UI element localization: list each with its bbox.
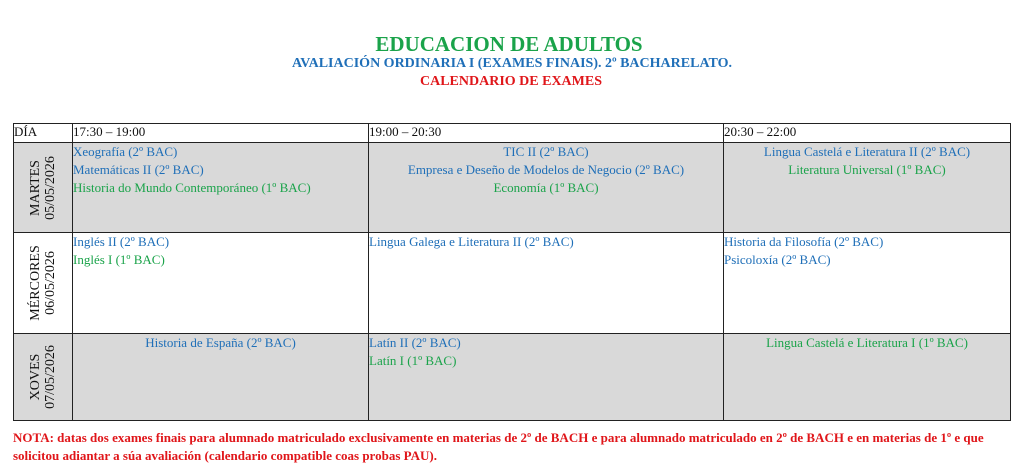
exam-cell	[73, 334, 369, 421]
exam-cell	[369, 143, 724, 233]
exam-cell	[724, 143, 1011, 233]
exam-cell	[73, 233, 369, 334]
table-row	[14, 143, 1011, 233]
day-cell	[14, 143, 73, 233]
table-row	[14, 334, 1011, 421]
exam-cell	[724, 233, 1011, 334]
exam-subject: Latín I (1º BAC)	[369, 353, 457, 368]
exam-cell	[73, 143, 369, 233]
column-header-slot-1: 17:30 – 19:00	[73, 124, 369, 143]
exam-subject: Psicoloxía (2º BAC)	[724, 252, 831, 267]
exam-subject: Matemáticas II (2º BAC)	[73, 162, 204, 177]
exam-subject: Lingua Castelá e Literatura II (2º BAC)	[763, 144, 971, 159]
exam-subject: Historia da Filosofía (2º BAC)	[724, 234, 884, 249]
calendar-title: CALENDARIO DE EXAMES	[419, 74, 603, 89]
day-name: MARTES	[28, 159, 43, 216]
document-header	[0, 33, 1024, 91]
day-cell	[14, 233, 73, 334]
day-date: 07/05/2026	[43, 345, 58, 409]
column-header-day: DÍA	[14, 124, 73, 143]
exam-cell	[724, 334, 1011, 421]
column-header-slot-3: 20:30 – 22:00	[724, 124, 1011, 143]
column-header-slot-2: 19:00 – 20:30	[369, 124, 724, 143]
exam-subject: Economía (1º BAC)	[493, 180, 599, 195]
exam-subject: Literatura Universal (1º BAC)	[788, 162, 946, 177]
exam-subject: Empresa e Deseño de Modelos de Negocio (2º BAC)	[407, 162, 685, 177]
header-row	[14, 124, 1011, 143]
document-title: EDUCACION DE ADULTOS	[375, 32, 643, 56]
exam-subject: Historia do Mundo Contemporáneo (1º BAC)	[73, 180, 311, 195]
exam-subject: Historia de España (2º BAC)	[145, 335, 296, 350]
exam-subject: Latín II (2º BAC)	[369, 335, 461, 350]
exam-cell	[369, 233, 724, 334]
document-subtitle: AVALIACIÓN ORDINARIA I (EXAMES FINAIS). 2º BACHARELATO.	[292, 56, 732, 71]
day-date: 06/05/2026	[43, 251, 58, 315]
footnote: NOTA: datas dos exames finais para alumnado matriculado exclusivamente en materias de 2º de BACH e para alumnado matriculado en 2º de BACH e en materias de 1º e que solicitou adiantar a súa avaliación (calendario compatible coas probas PAU).	[13, 430, 984, 463]
exam-subject: Xeografía (2º BAC)	[73, 144, 178, 159]
exam-subject: Inglés II (2º BAC)	[73, 234, 170, 249]
day-name: XOVES	[28, 353, 43, 401]
day-cell	[14, 334, 73, 421]
day-name: MÉRCORES	[28, 245, 43, 321]
exam-cell	[369, 334, 724, 421]
exam-subject: Lingua Castelá e Literatura I (1º BAC)	[766, 335, 968, 350]
table-row	[14, 233, 1011, 334]
day-date: 05/05/2026	[43, 155, 58, 220]
exam-calendar-table	[13, 123, 1011, 421]
exam-subject: TIC II (2º BAC)	[503, 144, 589, 159]
exam-subject: Inglés I (1º BAC)	[73, 252, 165, 267]
exam-subject: Lingua Galega e Literatura II (2º BAC)	[369, 234, 574, 249]
